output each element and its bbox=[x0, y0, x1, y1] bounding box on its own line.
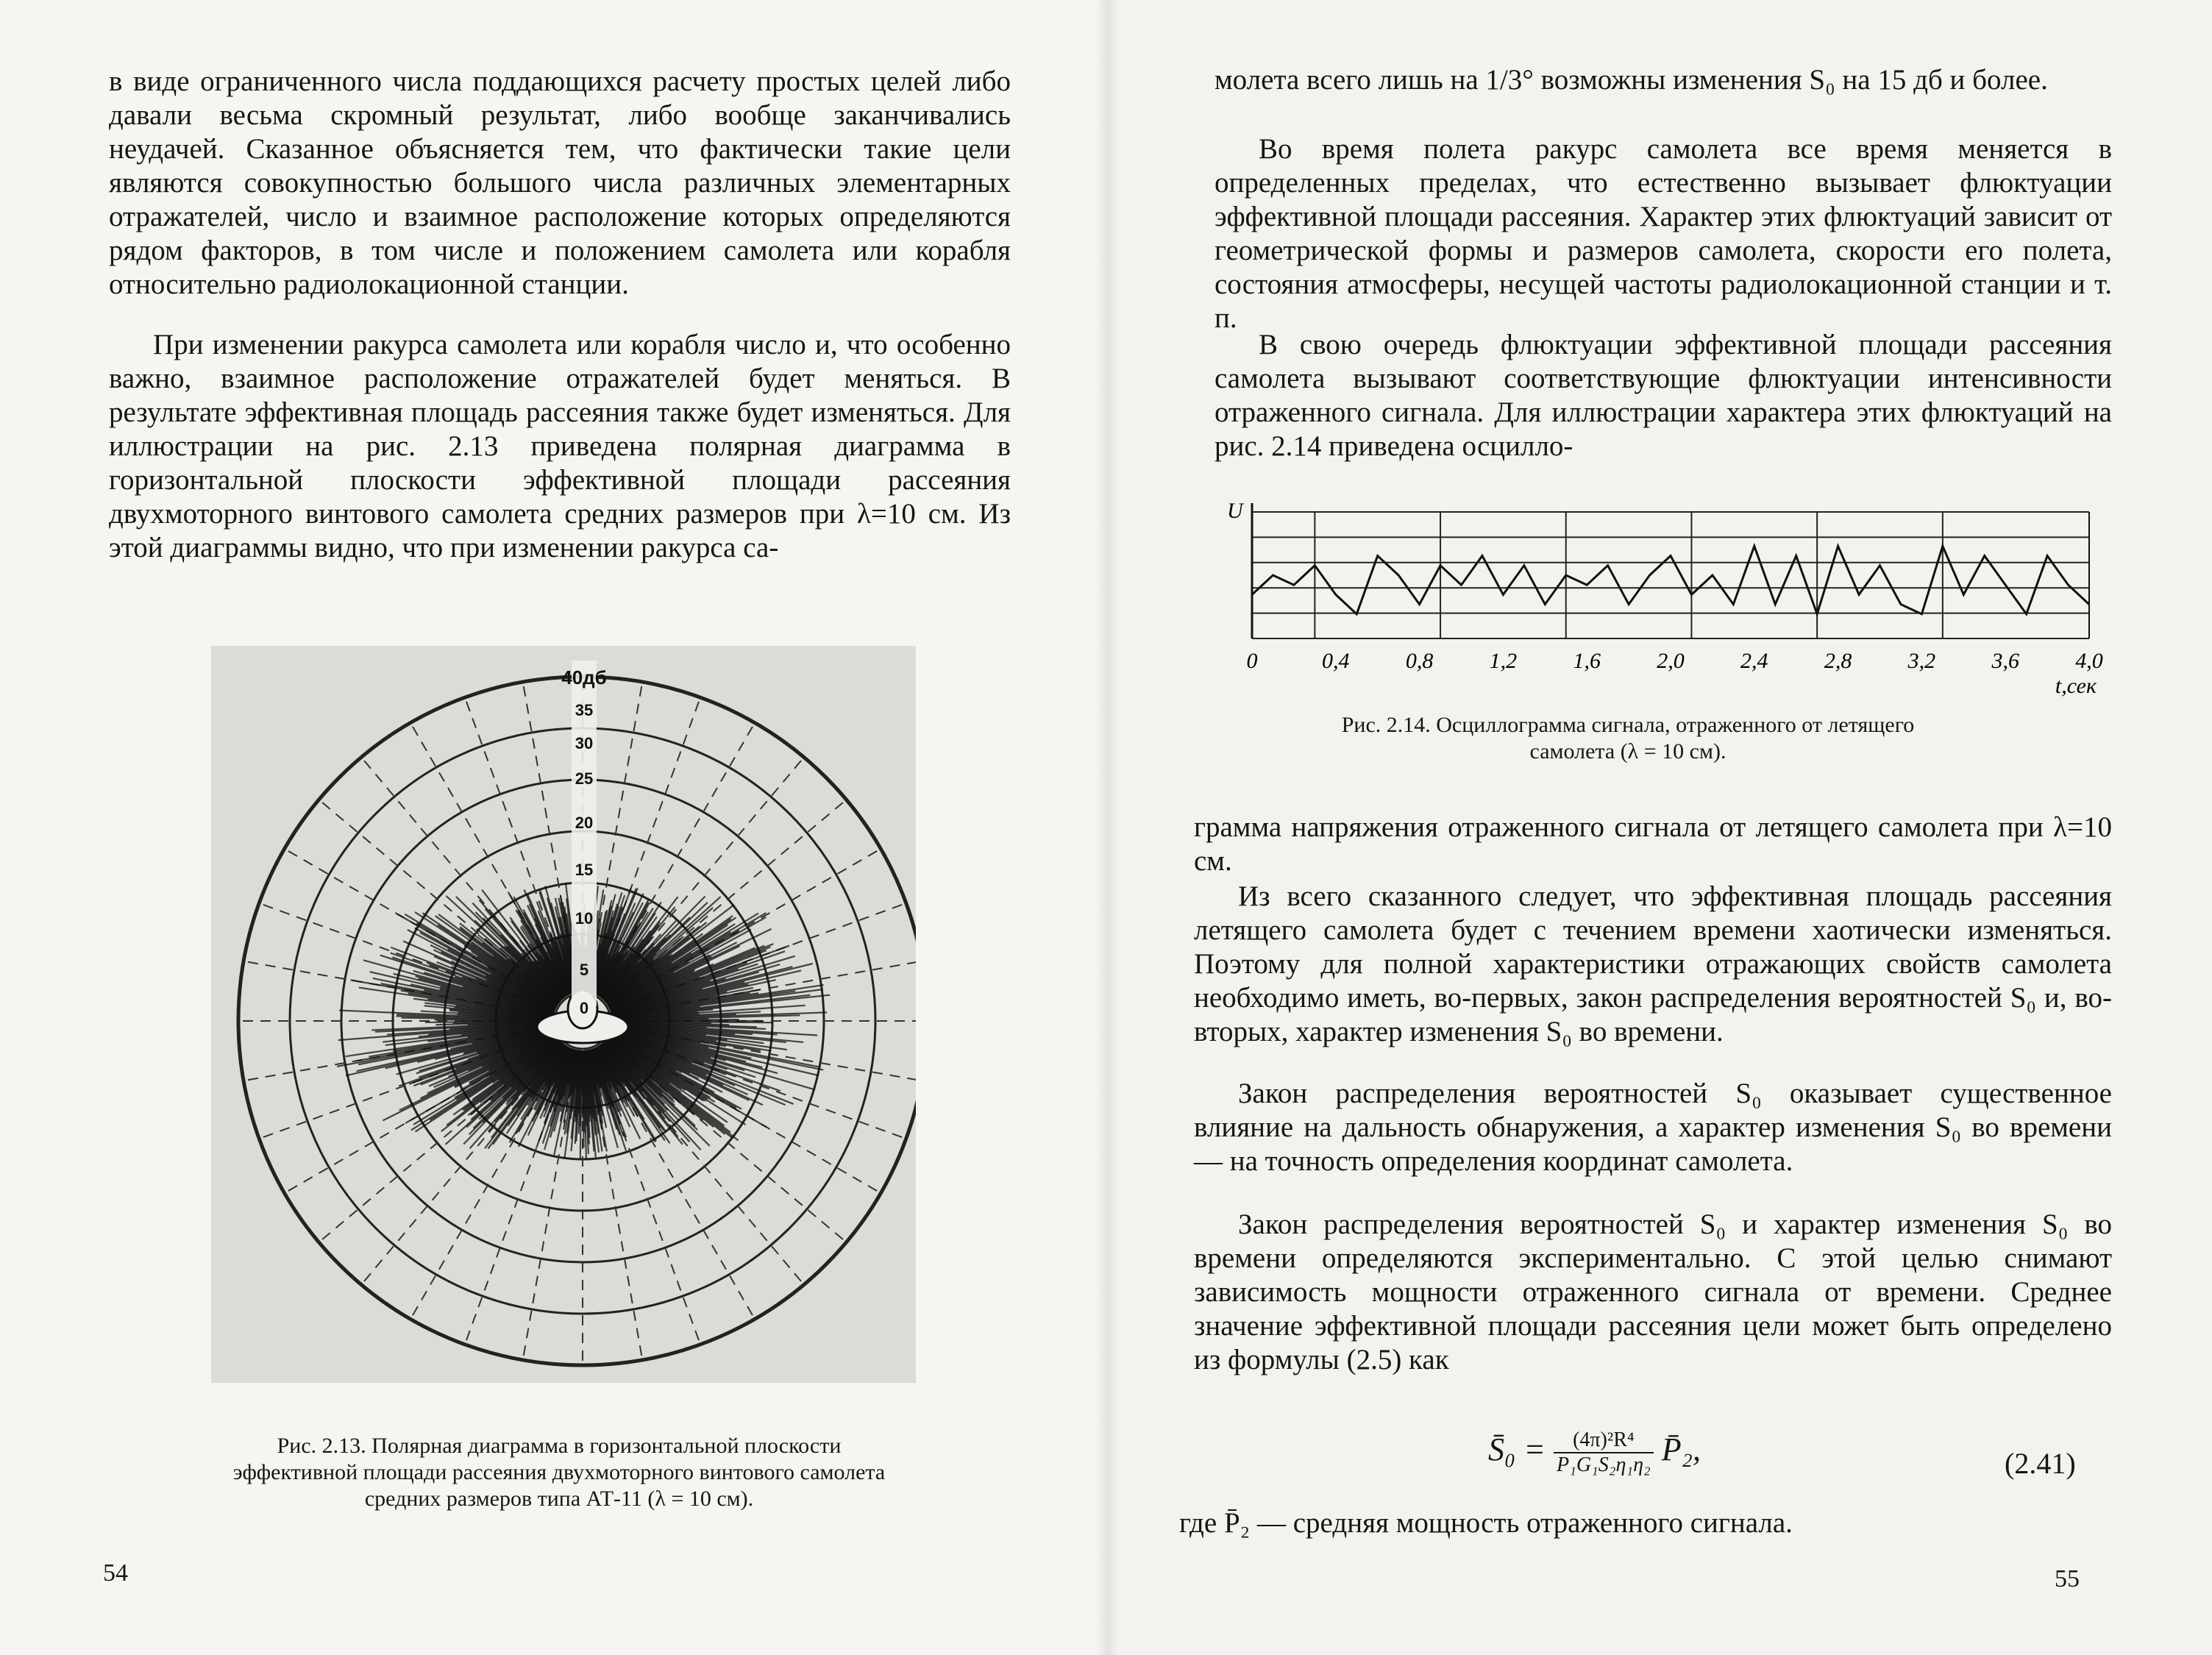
left-paragraph-1: в виде ограниченного числа поддающихся расчету простых целей либо давали весьма скромный результат, либо вообще заканчивались неудачей. Сказанное объясняется тем, что фактически такие цели являются совокупностью большого числа различных элементарных отражателей, число и взаимное расположение которых определяются рядом факторов, в том числе и положением самолета или корабля относительно радиолокационной станции. bbox=[109, 65, 1011, 300]
osc-tick-label: 4,0 bbox=[2075, 649, 2103, 673]
osc-tick-label: 1,2 bbox=[1489, 649, 1518, 673]
right-paragraph-4: грамма напряжения отраженного сигнала от летящего самолета при λ=10 см. bbox=[1194, 811, 2112, 877]
left-page-number: 54 bbox=[103, 1559, 128, 1587]
right-page bbox=[1106, 0, 2212, 1655]
polar-scale-label: 10 bbox=[575, 909, 594, 928]
polar-scale-label: 30 bbox=[575, 734, 594, 752]
osc-tick-label: 2,0 bbox=[1657, 649, 1685, 673]
polar-scale-label: 35 bbox=[575, 701, 594, 719]
polar-scale-label: 5 bbox=[579, 961, 589, 979]
polar-spike bbox=[612, 1019, 739, 1021]
formula-lhs: S̄₀ = bbox=[1488, 1431, 1546, 1468]
polar-scale-label: 20 bbox=[575, 814, 594, 832]
right-paragraph-5: Из всего сказанного следует, что эффективная площадь рассеяния летящего самолета будет с течением времени хаотически изменяться. Поэтому для полной характеристики отражающих свойств самолета необходимо иметь, во-первых, закон распределения вероятностей S₀ и, во-вторых, характер изменения S₀ во времени. bbox=[1194, 880, 2112, 1047]
right-paragraph-1: молета всего лишь на 1/3° возможны изменения S₀ на 15 дб и более. bbox=[1215, 64, 2048, 96]
osc-tick-label: 2,8 bbox=[1824, 649, 1852, 673]
oscillogram-figure bbox=[1221, 491, 2104, 697]
formula-number: (2.41) bbox=[2005, 1447, 2076, 1480]
polar-diagram bbox=[211, 646, 916, 1383]
formula-numerator: (4π)²R⁴ bbox=[1554, 1428, 1654, 1453]
polar-scale-label: 15 bbox=[575, 861, 594, 879]
osc-tick-label: 0,8 bbox=[1405, 649, 1434, 673]
right-paragraph-8: где P̄₂ — средняя мощность отраженного сигнала. bbox=[1179, 1507, 1793, 1539]
left-figure-caption: Рис. 2.13. Полярная диаграмма в горизонтальной плоскости эффективной площади рассеяния двухмоторного винтового самолета средних размеров типа АТ-11 (λ = 10 см). bbox=[232, 1434, 886, 1511]
osc-x-label: t,сек bbox=[2055, 674, 2097, 697]
osc-tick-label: 3,2 bbox=[1907, 649, 1936, 673]
right-figure-caption: Рис. 2.14. Осциллограмма сигнала, отраженного от летящего самолета (λ = 10 см). bbox=[1341, 713, 1915, 764]
osc-y-label: U bbox=[1227, 499, 1243, 523]
formula-fraction bbox=[1554, 1428, 1654, 1477]
formula-denominator: P₁G₁S₂η₁η₂ bbox=[1557, 1453, 1651, 1476]
polar-scale-label: 40дб bbox=[561, 666, 607, 688]
osc-signal-line bbox=[1252, 546, 2089, 613]
right-page-number: 55 bbox=[2055, 1565, 2080, 1592]
osc-tick-label: 3,6 bbox=[1991, 649, 2019, 673]
left-paragraph-2: При изменении ракурса самолета или корабля число и, что особенно важно, взаимное расположение отражателей будет меняться. В результате эффективная площадь рассеяния также будет изменяться. Для иллюстрации на рис. 2.13 приведена полярная диаграмма в горизонтальной плоскости эффективной площади рассеяния двухмоторного винтового самолета средних размеров при λ=10 см. Из этой диаграммы видно, что при изменении ракурса са- bbox=[109, 329, 1011, 563]
oscillogram-chart bbox=[1221, 491, 2104, 697]
formula-2-41 bbox=[1488, 1428, 1701, 1477]
polar-scale-label: 0 bbox=[579, 999, 589, 1017]
right-paragraph-6: Закон распределения вероятностей S₀ оказывает существенное влияние на дальность обнаружения, а характер изменения S₀ во времени — на точность определения координат самолета. bbox=[1194, 1078, 2112, 1177]
osc-tick-label: 0,4 bbox=[1322, 649, 1350, 673]
polar-scale-label: 25 bbox=[575, 769, 594, 788]
osc-tick-label: 0 bbox=[1246, 649, 1258, 673]
osc-tick-label: 2,4 bbox=[1740, 649, 1768, 673]
polar-diagram-figure bbox=[211, 646, 916, 1383]
right-paragraph-2: Во время полета ракурс самолета все время меняется в определенных пределах, что естественно вызывает флюктуации эффективной площади рассеяния. Характер этих флюктуаций зависит от геометрической формы и размеров самолета, скорости его полета, состояния атмосферы, несущей частоты радиолокационной станции и т. п. bbox=[1215, 133, 2112, 334]
right-paragraph-7: Закон распределения вероятностей S₀ и характер изменения S₀ во времени определяются экспериментально. С этой целью снимают зависимость мощности отраженного сигнала от времени. Среднее значение эффективной площади рассеяния цели может быть определено из формулы (2.5) как bbox=[1194, 1209, 2112, 1375]
right-paragraph-3: В свою очередь флюктуации эффективной площади рассеяния самолета вызывают соответствующие флюктуации интенсивности отраженного сигнала. Для иллюстрации характера этих флюктуаций на рис. 2.14 приведена осцилло- bbox=[1215, 329, 2112, 462]
formula-rhs: P̄₂, bbox=[1661, 1431, 1701, 1468]
osc-tick-label: 1,6 bbox=[1573, 649, 1601, 673]
book-gutter bbox=[1096, 0, 1118, 1655]
